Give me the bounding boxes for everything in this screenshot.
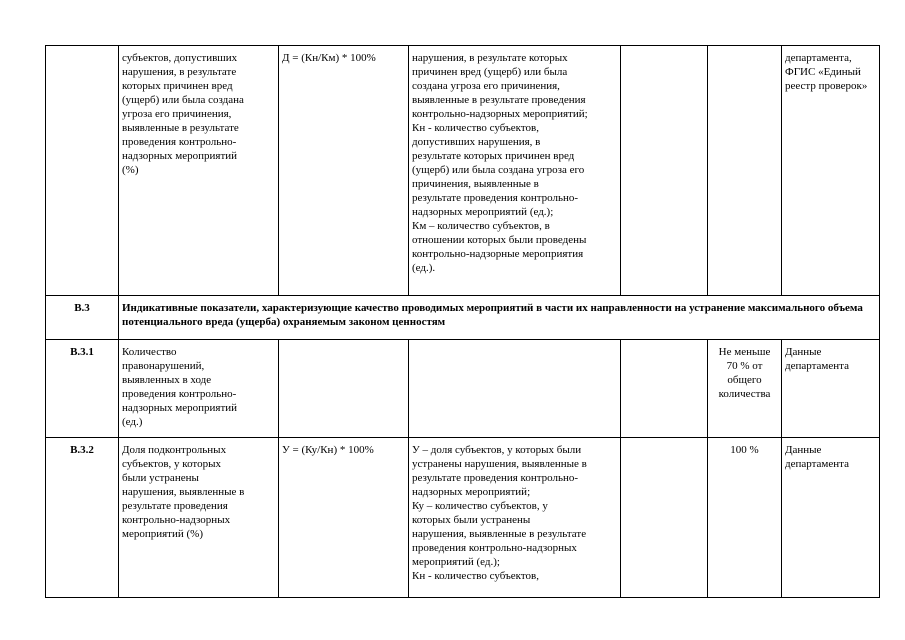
text-line: проведения контрольно- [122,136,237,148]
indicator-extra [621,46,708,296]
text-line: ФГИС «Единый [785,66,861,78]
text-line: 70 % от [726,360,763,372]
row-code [46,46,119,296]
text-line: У – доля субъектов, у которых были [412,444,582,456]
section-header-b3 [46,296,880,340]
indicator-table [45,45,880,598]
text-line: (ед.) [122,416,143,428]
text-line: результате проведения контрольно- [412,472,579,484]
text-line: департамента, [785,52,852,64]
text-line: мероприятий (ед.); [412,556,500,568]
text-line: надзорных мероприятий [122,150,238,162]
text-line: реестр проверок» [785,80,868,92]
indicator-name [119,340,279,438]
indicator-comment [409,46,621,296]
text-line: создана угроза его причинения, [412,80,560,92]
indicator-name [119,438,279,598]
text-line: количества [718,388,771,400]
text-line: были устранены [122,472,199,484]
text-line: субъектов, у которых [122,458,221,470]
text-line: выявленные в результате проведения [412,94,586,106]
indicator-source [782,438,880,598]
text-line: правонарушений, [122,360,205,372]
text-line: результате которых причинен вред [412,150,575,162]
text-line: Кн - количество субъектов, [412,570,539,582]
table-row-b32 [46,438,880,598]
text-line: угроза его причинения, [122,108,232,120]
text-line: Кн - количество субъектов, [412,122,539,134]
section-title: Индикативные показатели, характеризующие качество проводимых мероприятий в части их направленности на устранение максимального объема потенциального вреда (ущерба) охраняемым законом ценностям [119,296,880,340]
indicator-comment [409,340,621,438]
text-line: контрольно-надзорных мероприятий; [412,108,588,120]
text-line: проведения контрольно- [122,388,237,400]
text-line: причинен вред (ущерб) или была [412,66,568,78]
text-line: отношении которых были проведены [412,234,587,246]
text-line: Данные [785,346,822,358]
table-row-b31 [46,340,880,438]
text-line: которых были устранены [412,514,531,526]
text-line: причинения, выявленные в [412,178,539,190]
text-line: допустивших нарушения, в [412,136,541,148]
indicator-formula [279,340,409,438]
table-row-top-continued [46,46,880,296]
text-line: устранены нарушения, выявленные в [412,458,587,470]
text-line: нарушения, в результате которых [412,52,568,64]
text-line: результате проведения контрольно- [412,192,579,204]
text-line: контрольно-надзорные мероприятия [412,248,584,260]
text-line: надзорных мероприятий (ед.); [412,206,554,218]
text-line: Доля подконтрольных [122,444,227,456]
text-line: (ущерб) или была создана угроза его [412,164,585,176]
text-line: общего [727,374,762,386]
text-line: надзорных мероприятий [122,402,238,414]
text-line: результате проведения [122,500,228,512]
indicator-source [782,340,880,438]
text-line: нарушения, выявленные в [122,486,245,498]
indicator-target [708,340,782,438]
text-line: нарушения, выявленные в результате [412,528,587,540]
text-line: (ед.). [412,262,436,274]
text-line: (ущерб) или была создана [122,94,244,106]
row-code: В.3.2 [46,438,119,598]
text-line: выявленных в ходе [122,374,212,386]
section-code: В.3 [46,296,119,340]
text-line: надзорных мероприятий; [412,486,531,498]
text-line: Количество [122,346,177,358]
indicator-formula: У = (Ку/Кн) * 100% [279,438,409,598]
indicator-extra [621,438,708,598]
text-line: Км – количество субъектов, в [412,220,550,232]
indicator-target [708,438,782,598]
text-line: департамента [785,360,849,372]
indicator-target [708,46,782,296]
text-line: мероприятий (%) [122,528,203,540]
indicator-extra [621,340,708,438]
text-line: субъектов, допустивших [122,52,238,64]
indicator-name [119,46,279,296]
text-line: проведения контрольно-надзорных [412,542,577,554]
text-line: которых причинен вред [122,80,233,92]
text-line: (%) [122,164,139,176]
text-line: Данные [785,444,822,456]
text-line: выявленные в результате [122,122,239,134]
text-line: нарушения, в результате [122,66,237,78]
text-line: Ку – количество субъектов, у [412,500,548,512]
indicator-formula: Д = (Кн/Км) * 100% [279,46,409,296]
indicator-source [782,46,880,296]
text-line: 100 % [730,444,759,456]
text-line: Не меньше [718,346,771,358]
row-code: В.3.1 [46,340,119,438]
text-line: контрольно-надзорных [122,514,231,526]
text-line: департамента [785,458,849,470]
indicator-comment [409,438,621,598]
